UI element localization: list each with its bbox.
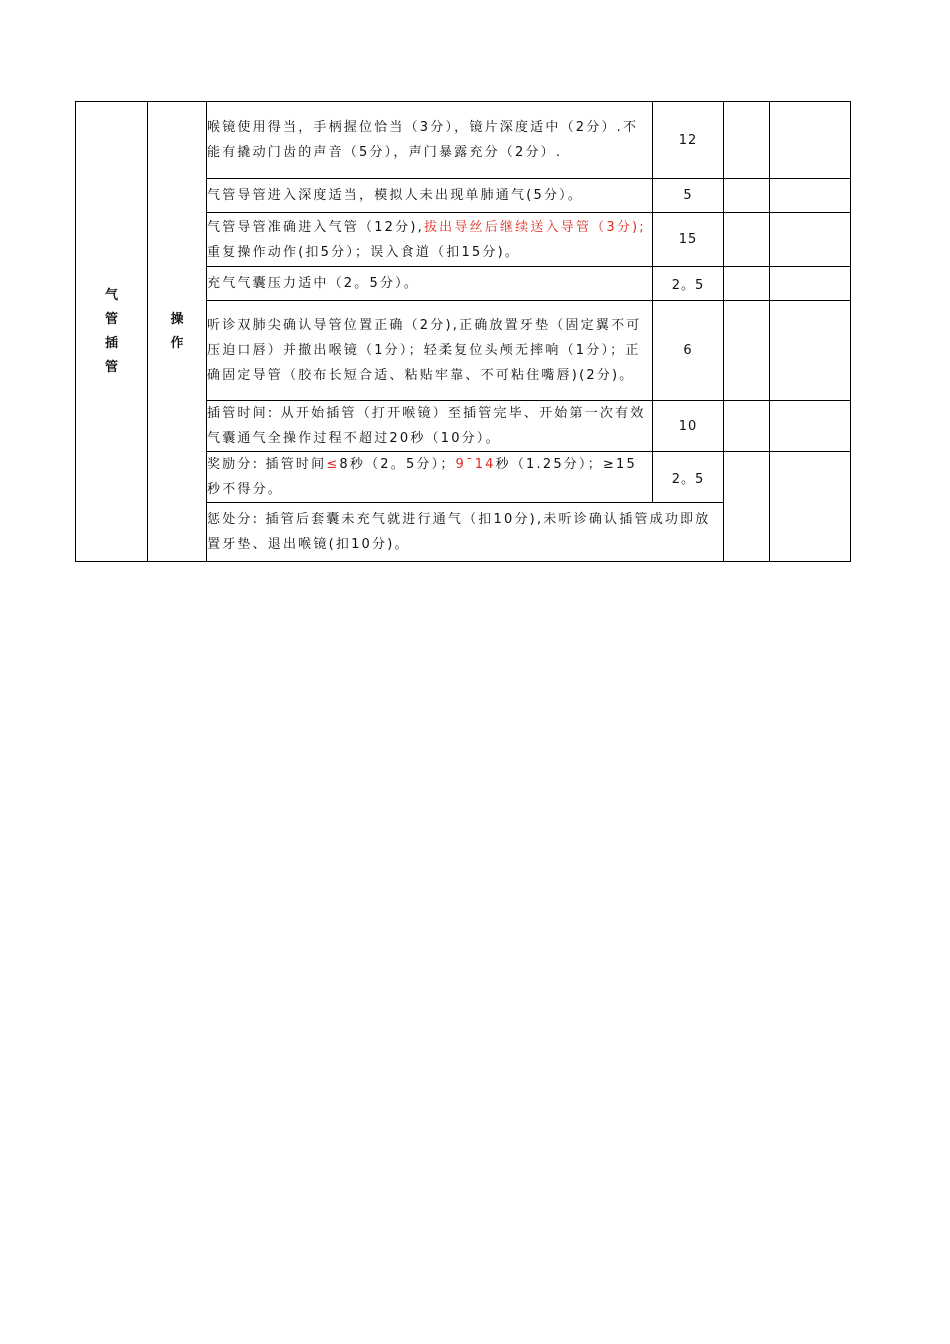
criteria-text-part: 气管导管准确进入气管（12分), bbox=[207, 219, 424, 235]
points-cell: 2。5 bbox=[653, 267, 724, 301]
criteria-text-highlight: 9¯14 bbox=[455, 457, 496, 472]
score-cell bbox=[724, 301, 770, 401]
subcategory-cell bbox=[148, 102, 207, 562]
criteria-text-part: 奖励分: 插管时间 bbox=[207, 457, 327, 472]
criteria-text: 插管时间: 从开始插管（打开喉镜）至插管完毕、开始第一次有效气囊通气全操作过程不超过20秒（10分）。 bbox=[207, 401, 653, 452]
remark-cell bbox=[770, 267, 851, 301]
category-cell bbox=[76, 102, 148, 562]
remark-cell bbox=[770, 102, 851, 179]
points-cell: 12 bbox=[653, 102, 724, 179]
points-cell: 5 bbox=[653, 179, 724, 213]
criteria-text: 惩处分: 插管后套囊未充气就进行通气（扣10分),未听诊确认插管成功即放置牙垫、退出喉镜(扣10分)。 bbox=[207, 503, 724, 562]
criteria-text: 喉镜使用得当，手柄握位恰当（3分），镜片深度适中（2分）.不能有撬动门齿的声音（5分），声门暴露充分（2分）. bbox=[207, 102, 653, 179]
remark-cell bbox=[770, 452, 851, 562]
points-cell: 15 bbox=[653, 213, 724, 267]
remark-cell bbox=[770, 179, 851, 213]
points-cell: 10 bbox=[653, 401, 724, 452]
score-cell bbox=[724, 267, 770, 301]
score-cell bbox=[724, 452, 770, 562]
criteria-text bbox=[207, 452, 653, 503]
criteria-text: 听诊双肺尖确认导管位置正确（2分),正确放置牙垫（固定翼不可压迫口唇）并撤出喉镜（1分）；轻柔复位头颅无摔响（1分）；正确固定导管（胶布长短合适、粘贴牢靠、不可粘住嘴唇)(2分)。 bbox=[207, 301, 653, 401]
criteria-text-part: 重复操作动作(扣5分）；误入食道（扣15分)。 bbox=[207, 244, 521, 260]
scoring-table bbox=[75, 101, 851, 562]
table-row bbox=[76, 102, 851, 179]
criteria-text: 气管导管进入深度适当，模拟人未出现单肺通气(5分）。 bbox=[207, 179, 653, 213]
score-cell bbox=[724, 401, 770, 452]
criteria-text-highlight: ≤ bbox=[326, 457, 340, 472]
score-cell bbox=[724, 213, 770, 267]
remark-cell bbox=[770, 301, 851, 401]
subcategory-label: 操作 bbox=[170, 311, 184, 351]
points-cell: 2。5 bbox=[653, 452, 724, 503]
remark-cell bbox=[770, 401, 851, 452]
criteria-text-highlight: 拔出导丝后继续送入导管（3分); bbox=[423, 219, 646, 235]
category-label: 气管插管 bbox=[104, 287, 118, 375]
criteria-text: 充气气囊压力适中（2。5分）。 bbox=[207, 267, 653, 301]
score-cell bbox=[724, 102, 770, 179]
remark-cell bbox=[770, 213, 851, 267]
criteria-text-part: 秒（1.25分）；≥15秒不得分。 bbox=[207, 457, 637, 497]
criteria-text-part: 8秒（2。5分）； bbox=[339, 457, 456, 472]
criteria-text bbox=[207, 213, 653, 267]
score-cell bbox=[724, 179, 770, 213]
points-cell: 6 bbox=[653, 301, 724, 401]
